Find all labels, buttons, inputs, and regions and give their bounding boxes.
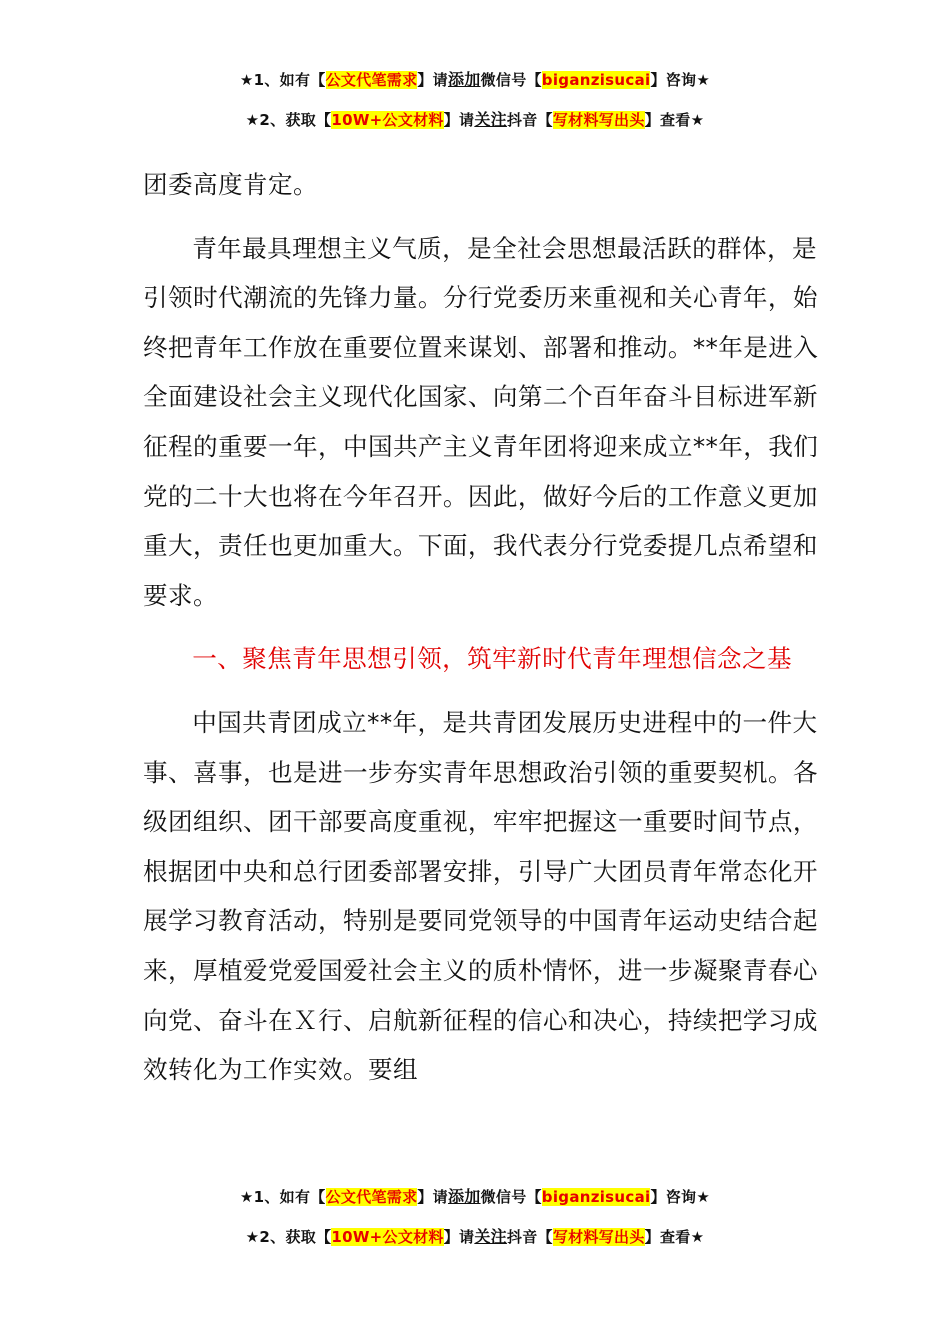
banner-text: 微信号【 <box>480 71 542 89</box>
underlined-word: 关注 <box>474 110 507 129</box>
banner-line-1 <box>0 60 950 100</box>
banner-text: ★1、如有【 <box>239 1188 326 1206</box>
highlight-materials: 10W+公文材料 <box>331 111 444 129</box>
banner-text: 】咨询★ <box>650 1188 711 1206</box>
banner-line-2 <box>0 1217 950 1257</box>
banner-text: 】请 <box>443 111 475 129</box>
banner-text: 抖音【 <box>506 1228 553 1246</box>
highlight-wechat-id: biganzisucai <box>541 1188 651 1206</box>
highlight-wechat-id: biganzisucai <box>541 71 651 89</box>
banner-text: 】查看★ <box>644 1228 705 1246</box>
banner-text: 】请 <box>417 71 448 89</box>
banner-text: 微信号【 <box>480 1188 542 1206</box>
banner-text: 】请 <box>417 1188 448 1206</box>
underlined-word: 添加 <box>447 1187 481 1206</box>
underlined-word: 添加 <box>447 70 481 89</box>
banner-text: 】咨询★ <box>650 71 711 89</box>
highlight-service: 公文代笔需求 <box>325 1188 418 1206</box>
banner-line-1 <box>0 1177 950 1217</box>
underlined-word: 关注 <box>474 1227 507 1246</box>
banner-text: ★2、获取【 <box>245 1228 332 1246</box>
document-body <box>143 160 823 1095</box>
paragraph-league: 中国共青团成立**年，是共青团发展历史进程中的一件大事、喜事，也是进一步夯实青年思想政治引领的重要契机。各级团组织、团干部要高度重视，牢牢把握这一重要时间节点，根据团中央和总行团委部署安排，引导广大团员青年常态化开展学习教育活动，特别是要同党领导的中国青年运动史结合起来，厚植爱党爱国爱社会主义的质朴情怀，进一步凝聚青春心向党、奋斗在Ｘ行、启航新征程的信心和决心，持续把学习成效转化为工作实效。要组 <box>143 707 818 1085</box>
header-banner <box>0 60 950 140</box>
highlight-service: 公文代笔需求 <box>325 71 418 89</box>
banner-text: ★2、获取【 <box>245 111 332 129</box>
banner-text: ★1、如有【 <box>239 71 326 89</box>
footer-banner <box>0 1177 950 1257</box>
highlight-douyin-id: 写材料写出头 <box>552 1228 645 1246</box>
banner-line-2 <box>0 100 950 140</box>
section-heading-1: 一、聚焦青年思想引领，筑牢新时代青年理想信念之基 <box>192 644 793 674</box>
paragraph-continuation: 团委高度肯定。 <box>143 170 318 199</box>
banner-text: 】查看★ <box>644 111 705 129</box>
banner-text: 抖音【 <box>506 111 553 129</box>
banner-text: 】请 <box>443 1228 475 1246</box>
highlight-materials: 10W+公文材料 <box>331 1228 444 1246</box>
highlight-douyin-id: 写材料写出头 <box>552 111 645 129</box>
paragraph-youth: 青年最具理想主义气质，是全社会思想最活跃的群体，是引领时代潮流的先锋力量。分行党委历来重视和关心青年，始终把青年工作放在重要位置来谋划、部署和推动。**年是进入全面建设社会主义现代化国家、向第二个百年奋斗目标进军新征程的重要一年，中国共产主义青年团将迎来成立**年，我们党的二十大也将在今年召开。因此，做好今后的工作意义更加重大，责任也更加重大。下面，我代表分行党委提几点希望和要求。 <box>143 233 819 610</box>
